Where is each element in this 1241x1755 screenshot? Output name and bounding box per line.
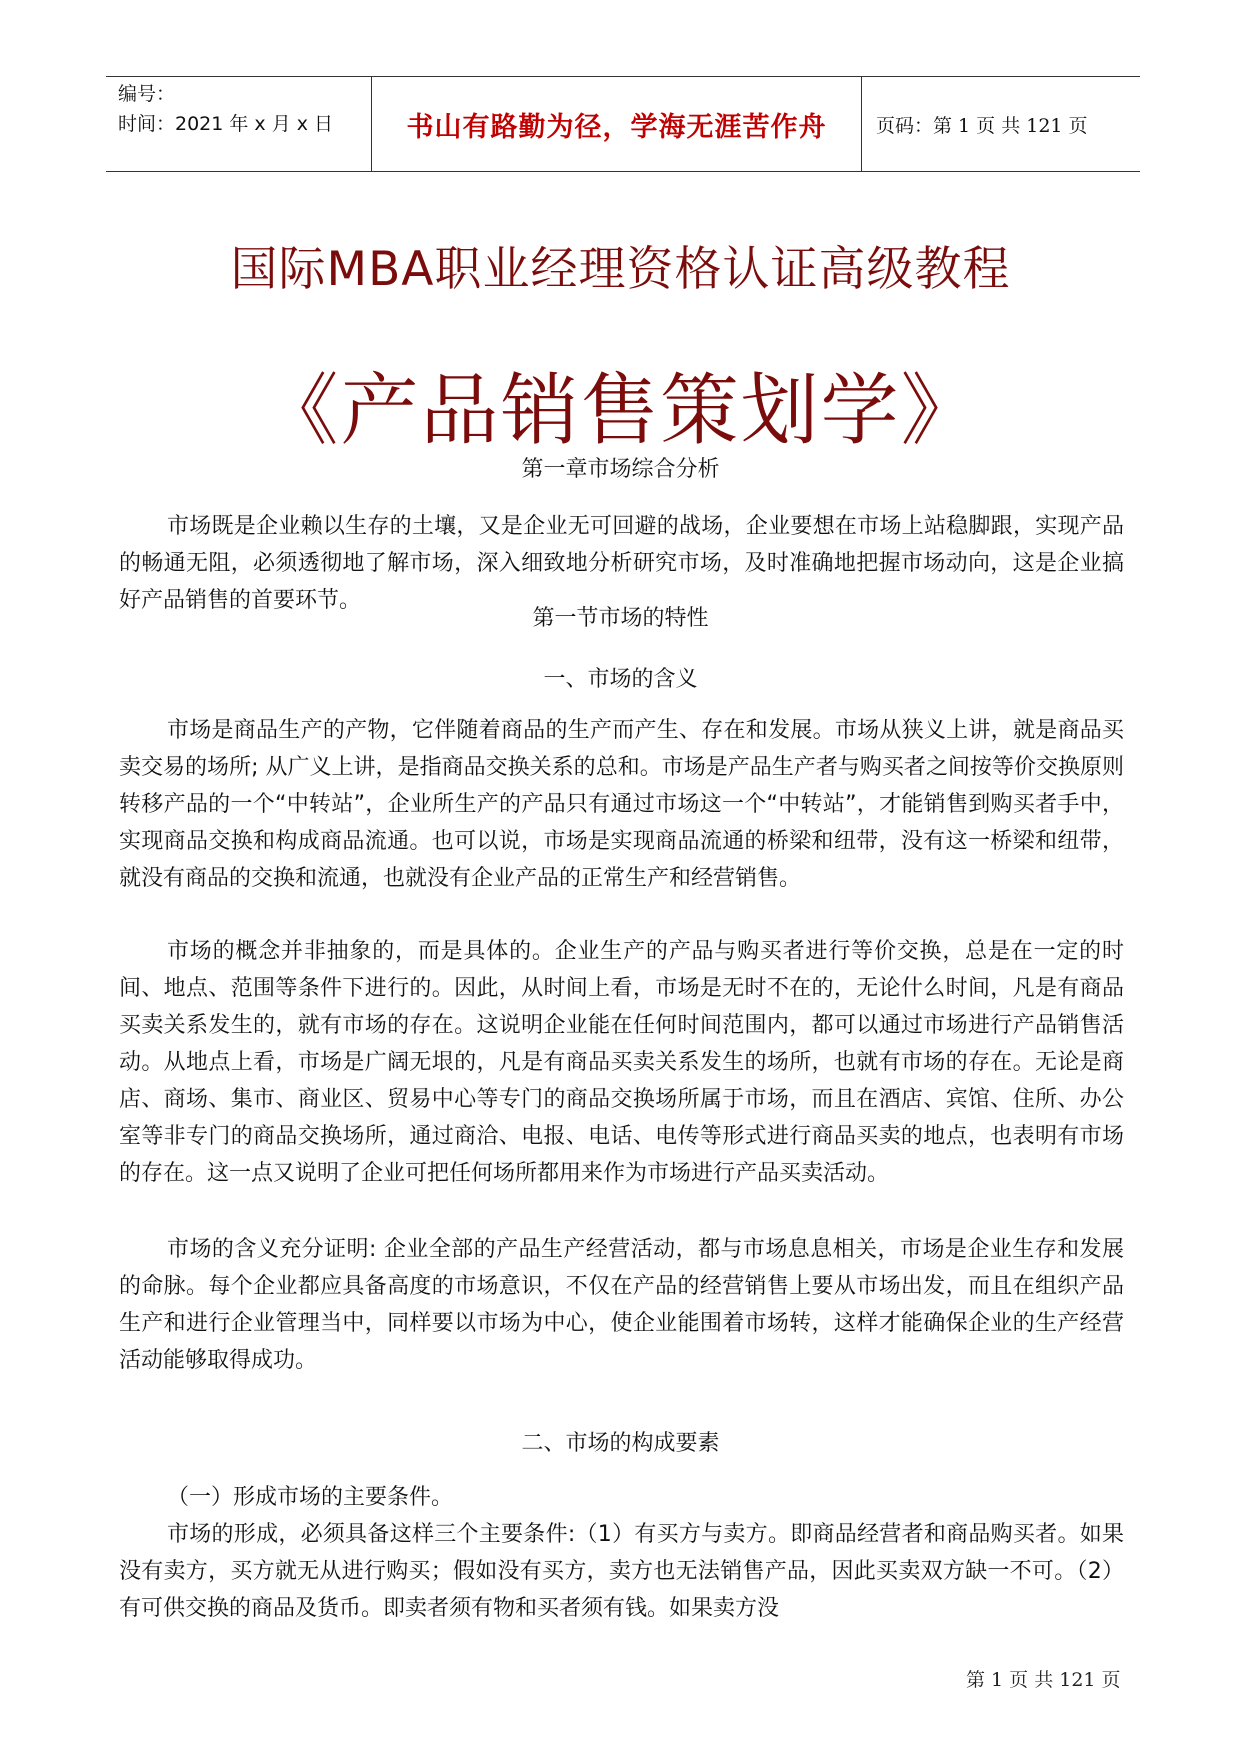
document-code-label: 编号：: [118, 83, 176, 105]
document-title-line1: 国际MBA职业经理资格认证高级教程: [230, 242, 1011, 297]
header-motto: 书山有路勤为径，学海无涯苦作舟: [372, 77, 862, 171]
body-paragraph-3: 市场的含义充分证明: 企业全部的产品生产经营活动，都与市场息息相关，市场是企业生存和发展的命脉。每个企业都应具备高度的市场意识，不仅在产品的经营销售上要从市场出发，而且在组织产品生产和进行企业管理当中，同样要以市场为中心，使企业能围着市场转，这样才能确保企业的生产经营活动能够取得成功。: [119, 1237, 1124, 1373]
header-page-info: 页码：第 1 页 共 121 页: [876, 114, 1088, 137]
page-footer: 第 1 页 共 121 页: [966, 1669, 1121, 1691]
body-paragraph-4: 市场的形成，必须具备这样三个主要条件:（1）有买方与卖方。即商品经营者和商品购买者。如果没有卖方，买方就无从进行购买；假如没有买方，卖方也无法销售产品，因此买卖双方缺一不可。（2）有可供交换的商品及货币。即卖者须有物和买者须有钱。如果卖方没: [119, 1522, 1124, 1621]
body-paragraph-2: 市场的概念并非抽象的，而是具体的。企业生产的产品与购买者进行等价交换，总是在一定的时间、地点、范围等条件下进行的。因此，从时间上看，市场是无时不在的，无论什么时间，凡是有商品买卖关系发生的，就有市场的存在。这说明企业能在任何时间范围内，都可以通过市场进行产品销售活动。从地点上看，市场是广阔无垠的，凡是有商品买卖关系发生的场所，也就有市场的存在。无论是商店、商场、集市、商业区、贸易中心等专门的商品交换场所属于市场，而且在酒店、宾馆、住所、办公室等非专门的商品交换场所，通过商洽、电报、电话、电传等形式进行商品买卖的地点，也表明有市场的存在。这一点又说明了企业可把任何场所都用来作为市场进行产品买卖活动。: [119, 939, 1124, 1186]
body-paragraph-1: 市场是商品生产的产物，它伴随着商品的生产而产生、存在和发展。市场从狭义上讲，就是商品买卖交易的场所; 从广义上讲，是指商品交换关系的总和。市场是产品生产者与购买者之间按等价交换原则转移产品的一个“中转站”，企业所生产的产品只有通过市场这一个“中转站”，才能销售到购买者手中，实现商品交换和构成商品流通。也可以说，市场是实现商品流通的桥梁和纽带，没有这一桥梁和纽带，就没有商品的交换和流通，也就没有企业产品的正常生产和经营销售。: [119, 718, 1124, 891]
intro-paragraph: 市场既是企业赖以生存的土壤，又是企业无可回避的战场，企业要想在市场上站稳脚跟，实现产品的畅通无阻，必须透彻地了解市场，深入细致地分析研究市场，及时准确地把握市场动向，这是企业搞好产品销售的首要环节。: [119, 514, 1124, 613]
sub-item-heading: （一）形成市场的主要条件。: [167, 1485, 454, 1510]
header-meta-cell: [106, 77, 372, 171]
chapter-heading: 第一章市场综合分析: [521, 457, 720, 482]
document-title-line2: 《产品销售策划学》: [260, 366, 981, 456]
subsection-heading-1: 一、市场的含义: [543, 667, 698, 692]
subsection-heading-2: 二、市场的构成要素: [521, 1431, 720, 1456]
document-header-table: [106, 76, 1140, 172]
section-heading: 第一节市场的特性: [532, 606, 709, 631]
document-time-label: 时间：2021 年 x 月 x 日: [118, 113, 334, 135]
